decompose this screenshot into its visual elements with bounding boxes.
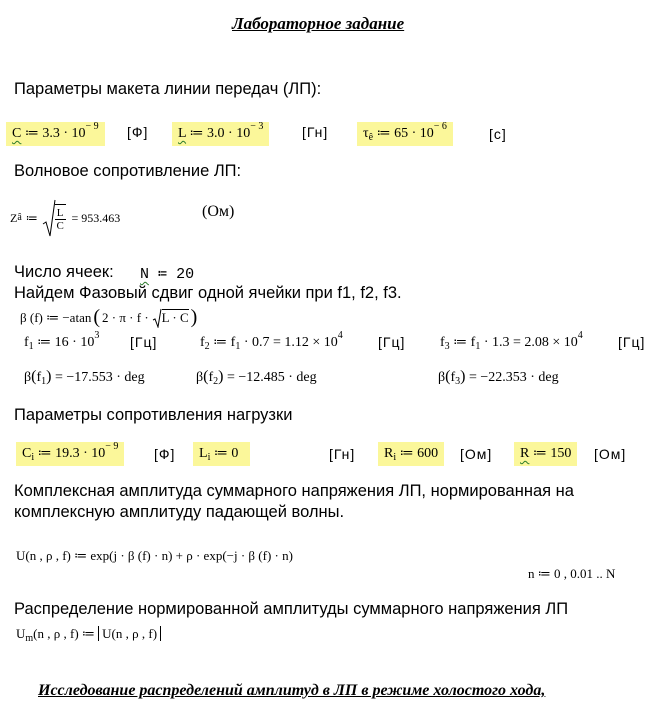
impedance-formula[interactable]: Z â ≔ $\frac{L}{C}$ = 953.463 [10,196,120,240]
resistance-symbol: R [520,446,530,461]
load-capacitance-unit: [Ф] [154,446,176,462]
load-capacitance-expression: ≔ 19.3 · 10 [37,446,106,461]
cells-definition[interactable] [140,264,194,283]
cells-label: Число ячеек: [14,263,114,281]
beta-def-inner: 2 · π · f · [102,309,149,325]
distribution-heading: Распределение нормированной амплитуды суммарного напряжения ЛП [14,600,569,618]
beta-f1-value: = −17.553 · deg [54,370,145,385]
phase-heading: Найдем Фазовый сдвиг одной ячейки при f1, f2, f3. [14,284,402,302]
impedance-assign: ≔ [25,210,38,225]
load-capacitance-exponent: − 9 [105,441,119,452]
line-params-heading: Параметры макета линии передач (ЛП): [14,80,322,98]
f1-unit: [Гц] [130,334,158,350]
page-title: Лабораторное задание [232,14,405,33]
inductance-exponent: − 3 [250,121,264,132]
impedance-unit: (Ом) [202,203,235,220]
load-resistance-unit: [Ом] [460,446,493,462]
load-inductance-subscript: i [207,452,211,463]
tau-unit: [с] [489,126,507,142]
f2-expression-rest: · 0.7 = 1.12 × 10 [243,335,338,350]
beta-f3-result: $\beta(f_3) = -22.353$ · deg [438,368,559,387]
beta-f1-result: $\beta(f_1) = -17.553$ · deg [24,368,145,387]
tau-subscript: ê [368,132,374,143]
tau-expression: ≔ 65 · 10 [376,126,434,141]
f2-expr-subscript: 1 [235,341,241,352]
tau-exponent: − 6 [433,121,447,132]
capacitance-symbol: C [12,126,22,141]
f2-definition[interactable] [200,330,343,352]
f1-expression: ≔ 16 · 10 [37,335,95,350]
f1-definition[interactable] [24,330,100,352]
tau-definition[interactable] [357,122,453,146]
n-range-definition[interactable]: n ≔ 0 , 0.01 .. N [528,566,616,581]
inductance-definition[interactable] [172,122,269,146]
capacitance-unit: [Ф] [127,124,149,140]
impedance-heading: Волновое сопротивление ЛП: [14,162,242,180]
amplitude-args: (n , ρ , f) ≔ [33,626,95,641]
amplitude-subscript: m [25,633,34,644]
resistance-definition[interactable] [514,442,577,466]
amplitude-formula[interactable] [16,626,161,642]
capacitance-expression: ≔ 3.3 · 10 [24,126,86,141]
load-resistance-subscript: i [393,452,397,463]
f1-subscript: 1 [28,341,34,352]
f2-exponent: 4 [337,330,343,341]
cells-symbol: N [140,266,150,283]
amplitude-symbol: U [16,626,26,641]
beta-definition[interactable] [20,306,197,329]
beta-f2-value: = −12.485 · deg [226,370,317,385]
f3-symbol: f [440,335,445,350]
f1-symbol: f [24,335,29,350]
f2-unit: [Гц] [378,334,406,350]
load-inductance-expression: ≔ 0 [213,446,239,461]
inductance-unit: [Гн] [302,124,329,140]
fraction-numerator: L [56,207,64,219]
load-params-heading: Параметры сопротивления нагрузки [14,406,293,424]
sqrt-sign-icon [42,198,56,238]
beta-def-head: β (f) ≔ −atan [20,309,92,325]
load-capacitance-definition[interactable] [16,442,124,466]
tau-symbol: τ [363,126,369,141]
cells-expression: ≔ 20 [158,266,195,283]
f3-expression-rest: · 1.3 = 2.08 × 10 [483,335,578,350]
f1-exponent: 3 [94,330,100,341]
fraction-denominator: C [56,220,64,232]
load-inductance-definition[interactable] [193,442,250,466]
resistance-expression: ≔ 150 [532,446,572,461]
f3-definition[interactable] [440,330,583,352]
load-resistance-expression: ≔ 600 [399,446,439,461]
inductance-symbol: L [178,126,187,141]
resistance-unit: [Ом] [594,446,627,462]
impedance-symbol: Z [10,210,18,225]
capacitance-definition[interactable] [6,122,105,146]
load-resistance-definition[interactable] [378,442,444,466]
beta-f2-result: $\beta(f_2) = -12.485$ · deg [196,368,317,387]
open-circuit-heading: Исследование распределений амплитуд в ЛП в режиме холостого хода, [38,682,546,699]
complex-amplitude-text-line2: комплексную амплитуду падающей волны. [14,503,345,521]
paren-open: ( [93,306,101,328]
f2-symbol: f [200,335,205,350]
f3-expression: ≔ f [453,335,476,350]
load-inductance-unit: [Гн] [329,446,356,462]
impedance-fraction [55,204,66,232]
load-capacitance-symbol: C [22,446,32,461]
beta-f3-value: = −22.353 · deg [468,370,559,385]
f3-expr-subscript: 1 [475,341,481,352]
f2-expression: ≔ f [213,335,236,350]
f3-exponent: 4 [577,330,583,341]
f3-unit: [Гц] [618,334,646,350]
impedance-result: = 953.463 [71,210,121,225]
load-inductance-symbol: L [199,446,208,461]
amplitude-abs: U(n , ρ , f) [98,626,161,641]
complex-amplitude-text-line1: Комплексная амплитуда суммарного напряжения ЛП, нормированная на [14,482,574,500]
beta-def-radicand: L · C [161,310,189,325]
sqrt-sign-icon [152,308,162,328]
capacitance-exponent: − 9 [85,121,99,132]
inductance-expression: ≔ 3.0 · 10 [189,126,251,141]
load-resistance-symbol: R [384,446,394,461]
load-capacitance-subscript: i [31,452,35,463]
f2-subscript: 2 [204,341,210,352]
voltage-formula[interactable]: U(n , ρ , f) ≔ exp(j · β (f) · n) + ρ · exp(−j · β (f) · n) [16,548,293,563]
paren-close: ) [190,306,198,328]
f3-subscript: 3 [444,341,450,352]
